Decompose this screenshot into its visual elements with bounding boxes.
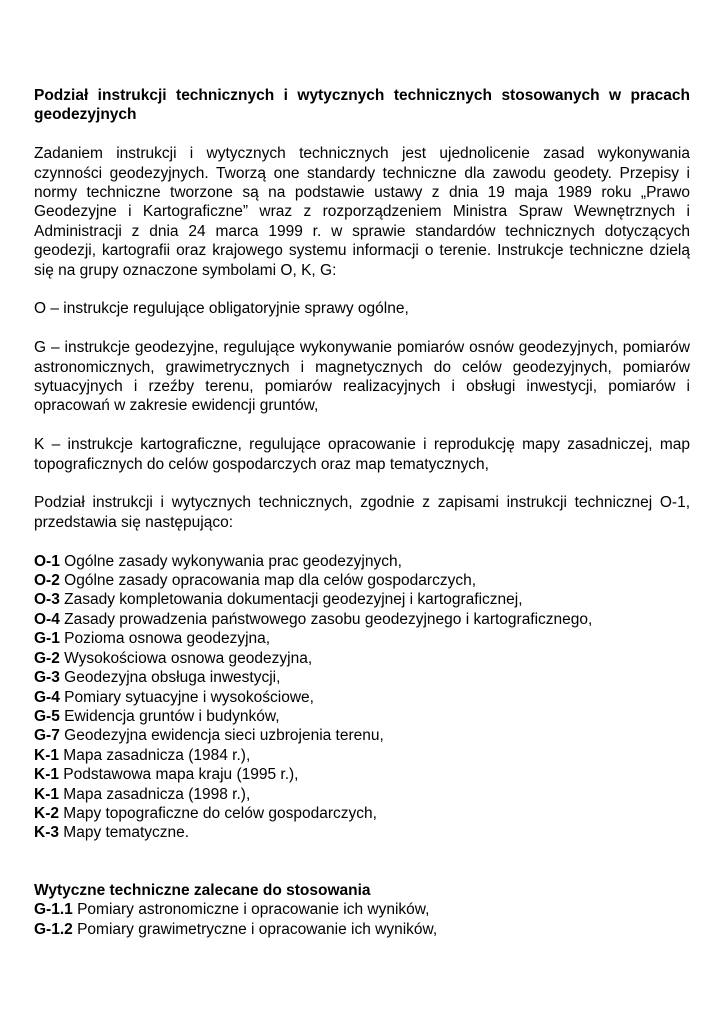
instruction-code: O-4 — [34, 610, 60, 628]
instruction-title: Mapy topograficzne do celów gospodarczych, — [58, 804, 377, 822]
guideline-title: Pomiary astronomiczne i opracowanie ich wyników, — [72, 901, 430, 919]
instruction-code: K-3 — [34, 824, 59, 842]
spacer — [34, 319, 690, 338]
list-item — [34, 668, 690, 687]
instruction-code: G-7 — [34, 727, 60, 745]
instruction-title: Zasady prowadzenia państwowego zasobu geodezyjnego i kartograficznego, — [59, 610, 593, 628]
list-item — [34, 823, 690, 842]
instruction-code: K-1 — [34, 746, 59, 764]
instruction-code: O-3 — [34, 591, 60, 609]
list-item — [34, 590, 690, 609]
group-o-paragraph: O – instrukcje regulujące obligatoryjnie sprawy ogólne, — [34, 300, 409, 318]
guideline-code: G-1.1 — [34, 901, 73, 919]
list-item — [34, 610, 690, 629]
list-item — [34, 920, 690, 939]
instruction-list — [34, 552, 690, 843]
instruction-code: G-3 — [34, 669, 60, 687]
instruction-code: K-2 — [34, 804, 59, 822]
document-heading: Podział instrukcji technicznych i wytycznych technicznych stosowanych w pracach geodezyjnych — [34, 87, 690, 124]
spacer — [34, 280, 690, 299]
spacer — [34, 474, 690, 493]
list-item — [34, 688, 690, 707]
group-g-paragraph: G – instrukcje geodezyjne, regulujące wykonywanie pomiarów osnów geodezyjnych, pomiarów astronomicznych, grawimetrycznych i magnetycznych do celów geodezyjnych, pomiarów sytuacyjnych i rzeźby terenu, pomiarów realizacyjnych i obsługi inwestycji, pomiarów i opracowań w zakresie ewidencji gruntów, — [34, 339, 690, 415]
instruction-code: K-1 — [34, 785, 59, 803]
list-item — [34, 765, 690, 784]
instruction-title: Mapa zasadnicza (1984 r.), — [58, 746, 251, 764]
guideline-title: Pomiary grawimetryczne i opracowanie ich wyników, — [72, 920, 438, 938]
instruction-title: Ewidencja gruntów i budynków, — [59, 707, 280, 725]
list-item — [34, 629, 690, 648]
instruction-title: Podstawowa mapa kraju (1995 r.), — [58, 766, 299, 784]
instruction-title: Mapa zasadnicza (1998 r.), — [58, 785, 251, 803]
list-item — [34, 571, 690, 590]
list-item — [34, 785, 690, 804]
spacer — [34, 843, 690, 881]
list-item — [34, 707, 690, 726]
recommended-list — [34, 900, 690, 939]
list-item — [34, 649, 690, 668]
instruction-code: O-1 — [34, 552, 60, 570]
list-item — [34, 804, 690, 823]
instruction-code: G-2 — [34, 649, 60, 667]
instruction-title: Pomiary sytuacyjne i wysokościowe, — [59, 688, 314, 706]
division-intro-paragraph: Podział instrukcji i wytycznych technicznych, zgodnie z zapisami instrukcji technicznej O-1, przedstawia się następująco: — [34, 494, 690, 531]
instruction-code: G-4 — [34, 688, 60, 706]
instruction-code: K-1 — [34, 766, 59, 784]
spacer — [34, 416, 690, 435]
instruction-title: Geodezyjna obsługa inwestycji, — [59, 669, 281, 687]
instruction-title: Zasady kompletowania dokumentacji geodezyjnej i kartograficznej, — [59, 591, 523, 609]
list-item — [34, 900, 690, 919]
guideline-code: G-1.2 — [34, 920, 73, 938]
group-k-paragraph: K – instrukcje kartograficzne, regulujące opracowanie i reprodukcję mapy zasadniczej, map topograficznych do celów gospodarczych oraz map tematycznych, — [34, 436, 690, 473]
instruction-title: Pozioma osnowa geodezyjna, — [59, 630, 271, 648]
instruction-title: Ogólne zasady wykonywania prac geodezyjnych, — [59, 552, 402, 570]
list-item — [34, 552, 690, 571]
instruction-code: O-2 — [34, 572, 60, 590]
instruction-code: G-1 — [34, 630, 60, 648]
instruction-title: Wysokościowa osnowa geodezyjna, — [59, 649, 313, 667]
document-page — [34, 86, 690, 939]
intro-paragraph: Zadaniem instrukcji i wytycznych technicznych jest ujednolicenie zasad wykonywania czynności geodezyjnych. Tworzą one standardy techniczne dla zawodu geodety. Przepisy i normy techniczne tworzone są na podstawie ustawy z dnia 19 maja 1989 roku „Prawo Geodezyjne i Kartograficzne” wraz z rozporządzeniem Ministra Spraw Wewnętrznych i Administracji z dnia 24 marca 1999 r. w sprawie standardów technicznych dotyczących geodezji, kartografii oraz krajowego systemu informacji o terenie. Instrukcje techniczne dzielą się na grupy oznaczone symbolami O, K, G: — [34, 145, 690, 279]
list-item — [34, 746, 690, 765]
instruction-code: G-5 — [34, 707, 60, 725]
instruction-title: Mapy tematyczne. — [58, 824, 190, 842]
instruction-title: Geodezyjna ewidencja sieci uzbrojenia terenu, — [59, 727, 384, 745]
list-item — [34, 726, 690, 745]
instruction-title: Ogólne zasady opracowania map dla celów gospodarczych, — [59, 572, 476, 590]
spacer — [34, 532, 690, 551]
recommended-heading: Wytyczne techniczne zalecane do stosowania — [34, 881, 371, 899]
